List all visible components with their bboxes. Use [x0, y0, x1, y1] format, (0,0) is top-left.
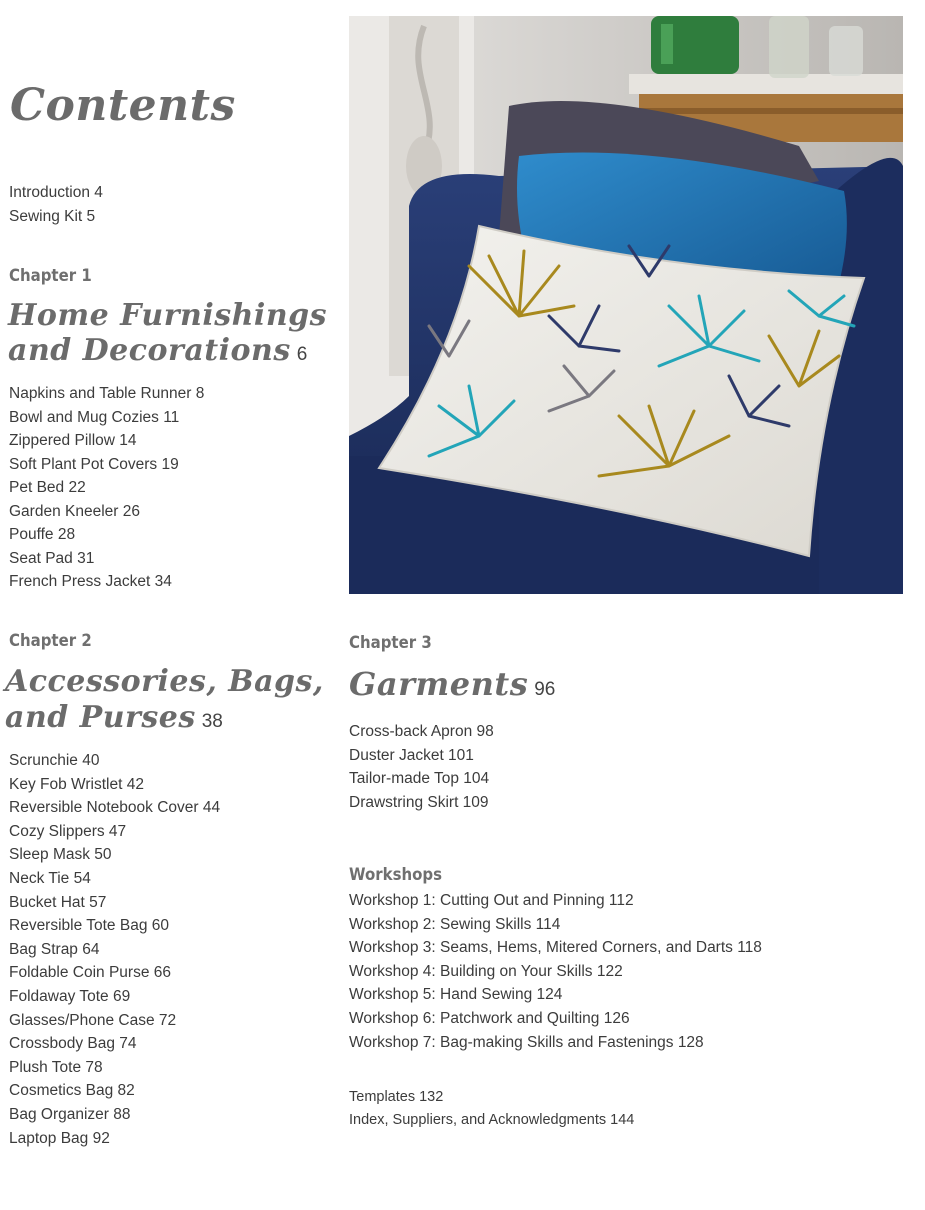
- chapter-3-page: 96: [534, 679, 556, 700]
- list-item[interactable]: Workshop 7: Bag-making Skills and Fastenings 128: [349, 1033, 704, 1051]
- chapter-3-title: [349, 664, 555, 710]
- list-item[interactable]: Scrunchie 40: [9, 752, 100, 769]
- front-matter-list: [9, 181, 103, 229]
- list-item[interactable]: Pouffe 28: [9, 526, 76, 543]
- list-item[interactable]: Templates 132: [349, 1089, 444, 1105]
- list-item[interactable]: Cosmetics Bag 82: [9, 1082, 135, 1100]
- list-item[interactable]: Foldable Coin Purse 66: [9, 964, 171, 982]
- list-item[interactable]: Glasses/Phone Case 72: [9, 1011, 177, 1029]
- list-item[interactable]: Bag Organizer 88: [9, 1105, 131, 1123]
- chapter-1-title-line2: [8, 333, 327, 372]
- chapter-2-page: 38: [201, 711, 223, 732]
- list-item[interactable]: Drawstring Skirt 109: [349, 793, 489, 811]
- list-item[interactable]: Plush Tote 78: [9, 1058, 103, 1076]
- chapter-1-label: Chapter 1: [9, 266, 92, 286]
- chapter-3-list: [349, 720, 494, 814]
- list-item[interactable]: Key Fob Wristlet 42: [9, 775, 144, 793]
- list-item[interactable]: Seat Pad 31: [9, 549, 95, 567]
- list-item[interactable]: Reversible Notebook Cover 44: [9, 799, 221, 817]
- chapter-2-label: Chapter 2: [9, 631, 92, 651]
- chapter-1-page: 6: [296, 344, 308, 365]
- list-item[interactable]: Tailor-made Top 104: [349, 770, 490, 788]
- list-item[interactable]: Index, Suppliers, and Acknowledgments 144: [349, 1112, 635, 1128]
- chapter-1-title: [8, 298, 327, 372]
- list-item[interactable]: French Press Jacket 34: [9, 573, 172, 590]
- list-item[interactable]: Zippered Pillow 14: [9, 432, 137, 449]
- list-item[interactable]: Sleep Mask 50: [9, 846, 112, 864]
- list-item[interactable]: Duster Jacket 101: [349, 746, 474, 764]
- list-item[interactable]: Neck Tie 54: [9, 869, 91, 887]
- list-item[interactable]: Cozy Slippers 47: [9, 822, 127, 840]
- list-item[interactable]: Soft Plant Pot Covers 19: [9, 455, 179, 473]
- list-item[interactable]: Foldaway Tote 69: [9, 987, 131, 1005]
- chapter-2-title: [5, 664, 324, 740]
- list-item[interactable]: Workshop 2: Sewing Skills 114: [349, 915, 561, 933]
- workshops-label: Workshops: [349, 865, 443, 885]
- chapter-2-title-line1: Accessories, Bags,: [5, 664, 324, 699]
- list-item[interactable]: Cross-back Apron 98: [349, 723, 494, 740]
- list-item[interactable]: Crossbody Bag 74: [9, 1035, 137, 1053]
- list-item[interactable]: Pet Bed 22: [9, 479, 86, 496]
- chapter-1-title-line2-text: and Decorations: [8, 333, 291, 368]
- chapter-2-title-line2-text: and Purses: [5, 700, 196, 735]
- cushions-illustration: [349, 16, 903, 594]
- list-item[interactable]: Bucket Hat 57: [9, 893, 107, 911]
- workshops-list: [349, 889, 762, 1054]
- list-item[interactable]: Garden Kneeler 26: [9, 502, 140, 520]
- list-item[interactable]: Napkins and Table Runner 8: [9, 385, 205, 402]
- list-item[interactable]: Bowl and Mug Cozies 11: [9, 408, 180, 426]
- back-matter-list: [349, 1086, 634, 1132]
- list-item[interactable]: Reversible Tote Bag 60: [9, 917, 169, 935]
- list-item[interactable]: Workshop 3: Seams, Hems, Mitered Corners, and Darts 118: [349, 939, 762, 957]
- list-item[interactable]: Introduction 4: [9, 184, 103, 201]
- list-item[interactable]: Workshop 1: Cutting Out and Pinning 112: [349, 892, 634, 909]
- chapter-1-title-line1: Home Furnishings: [8, 298, 328, 333]
- list-item[interactable]: Laptop Bag 92: [9, 1129, 110, 1147]
- list-item[interactable]: Bag Strap 64: [9, 940, 100, 958]
- contents-title: Contents: [10, 80, 236, 131]
- list-item[interactable]: Workshop 6: Patchwork and Quilting 126: [349, 1009, 630, 1027]
- list-item[interactable]: Workshop 4: Building on Your Skills 122: [349, 962, 623, 980]
- chapter-2-title-line2: [5, 700, 324, 740]
- chapter-3-label: Chapter 3: [349, 633, 432, 653]
- list-item[interactable]: Sewing Kit 5: [9, 208, 96, 225]
- chapter-2-list: [9, 749, 220, 1150]
- chapter-1-list: [9, 382, 204, 594]
- list-item[interactable]: Workshop 5: Hand Sewing 124: [349, 986, 563, 1004]
- cushions-photo: [349, 16, 903, 594]
- chapter-3-title-text: Garments: [349, 665, 529, 703]
